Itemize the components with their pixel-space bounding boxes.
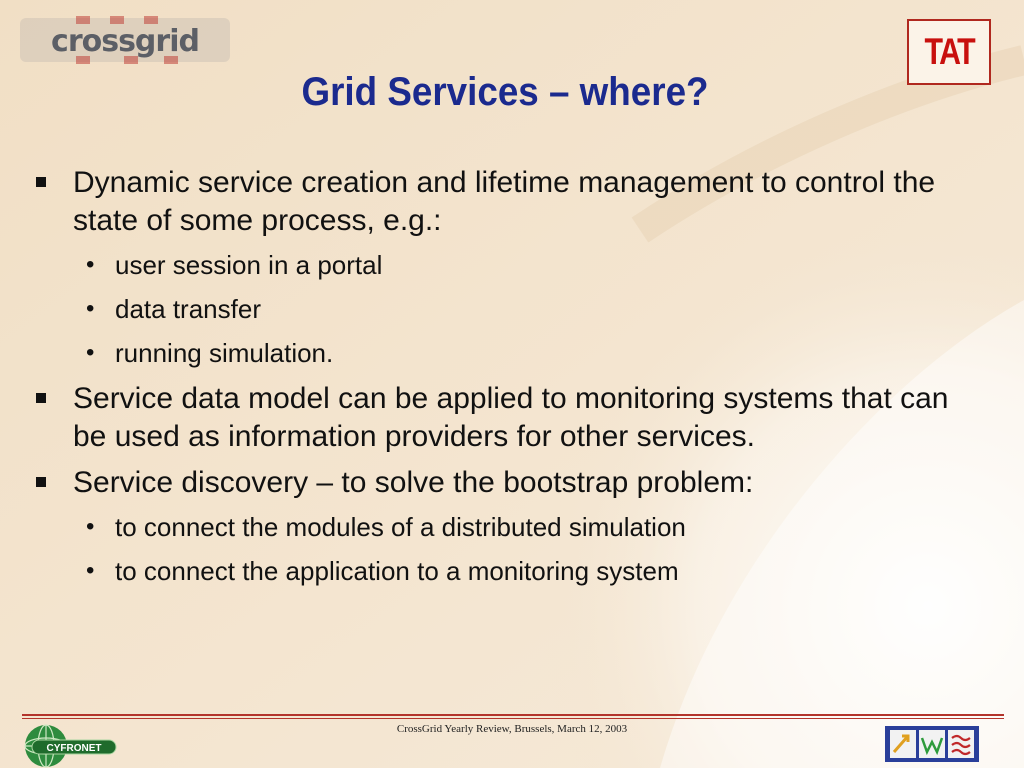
- dot-bullet-icon: •: [86, 295, 95, 322]
- bullet-list: [36, 164, 976, 598]
- bullet-item: [36, 164, 976, 240]
- sub-bullet-text: user session in a portal: [115, 250, 383, 280]
- bullet-text: Dynamic service creation and lifetime management to control the state of some process, e.g.:: [73, 166, 936, 237]
- footer-divider-thin: [22, 718, 1004, 719]
- square-bullet-icon: [36, 393, 46, 403]
- sub-bullet-item: [36, 292, 976, 326]
- dot-bullet-icon: •: [86, 557, 95, 584]
- sub-bullet-text: running simulation.: [115, 338, 334, 368]
- square-bullet-icon: [36, 177, 46, 187]
- sub-bullet-text: to connect the modules of a distributed simulation: [115, 512, 686, 542]
- sub-bullet-item: [36, 554, 976, 588]
- bullet-text: Service discovery – to solve the bootstrap problem:: [73, 466, 754, 499]
- bullet-item: [36, 464, 976, 502]
- application-logo: [884, 724, 980, 764]
- sub-bullet-text: data transfer: [115, 294, 261, 324]
- sub-bullet-item: [36, 510, 976, 544]
- slide-title: Grid Services – where?: [301, 70, 709, 114]
- dot-bullet-icon: •: [86, 339, 95, 366]
- square-bullet-icon: [36, 477, 46, 487]
- footer-caption: CrossGrid Yearly Review, Brussels, March 12, 2003: [396, 723, 628, 735]
- sub-bullet-item: [36, 248, 976, 282]
- footer-divider: [22, 714, 1004, 716]
- bullet-text: Service data model can be applied to monitoring systems that can be used as information providers for other services.: [73, 382, 949, 453]
- crossgrid-logo: [14, 14, 236, 66]
- cyfronet-logo-text: CYFRONET: [46, 743, 102, 754]
- tat-badge-label: TAT: [924, 31, 974, 72]
- cyfronet-logo: [18, 722, 118, 768]
- sub-bullet-text: to connect the application to a monitoring system: [115, 556, 679, 586]
- dot-bullet-icon: •: [86, 251, 95, 278]
- bullet-item: [36, 380, 976, 456]
- dot-bullet-icon: •: [86, 513, 95, 540]
- sub-bullet-item: [36, 336, 976, 370]
- svg-text:crossgrid: crossgrid: [51, 24, 199, 59]
